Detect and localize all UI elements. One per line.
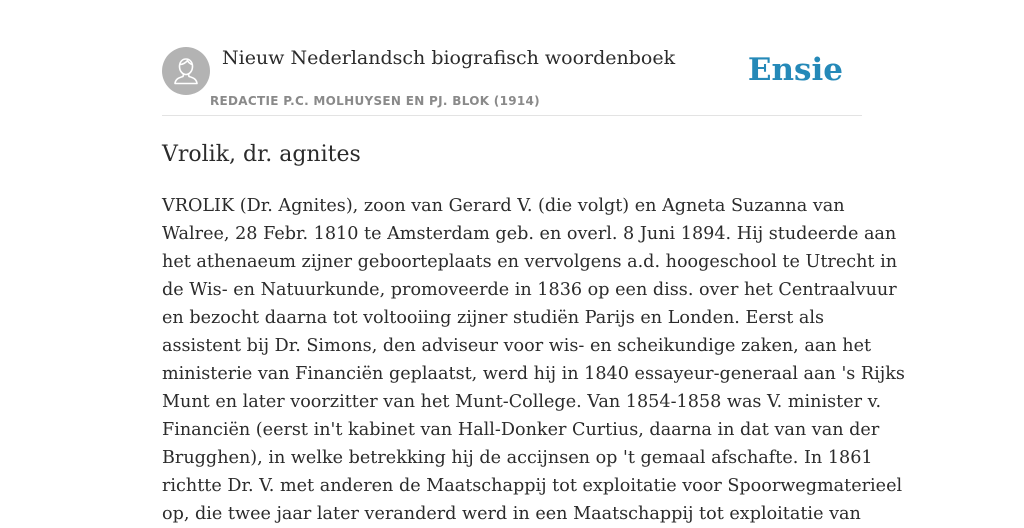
entry-body — [162, 192, 905, 528]
body-line: op, die twee jaar later veranderd werd in een Maatschappij tot exploitatie van — [162, 504, 861, 524]
body-line: Munt en later voorzitter van het Munt-College. Van 1854-1858 was V. minister v. — [162, 392, 882, 412]
body-line: richtte Dr. V. met anderen de Maatschappij tot exploitatie voor Spoorwegmaterieel — [162, 476, 903, 496]
body-line: ministerie van Financiën geplaatst, werd hij in 1840 essayeur-generaal aan 's Rijks — [162, 364, 905, 384]
body-line: en bezocht daarna tot voltooiing zijner studiën Parijs en Londen. Eerst als — [162, 308, 824, 328]
body-line: VROLIK (Dr. Agnites), zoon van Gerard V. (die volgt) en Agneta Suzanna van — [162, 196, 845, 216]
user-silhouette-icon — [162, 47, 210, 95]
source-title[interactable]: Nieuw Nederlandsch biografisch woordenboek — [222, 47, 676, 69]
body-line: assistent bij Dr. Simons, den adviseur voor wis- en scheikundige zaken, aan het — [162, 336, 872, 356]
source-header — [162, 0, 862, 116]
body-line: Walree, 28 Febr. 1810 te Amsterdam geb. en overl. 8 Juni 1894. Hij studeerde aan — [162, 224, 897, 244]
body-line: de Wis- en Natuurkunde, promoveerde in 1836 op een diss. over het Centraalvuur — [162, 280, 897, 300]
entry-title: Vrolik, dr. agnites — [162, 142, 361, 167]
source-editors: REDACTIE P.C. MOLHUYSEN EN PJ. BLOK (1914) — [210, 94, 540, 108]
body-line: het athenaeum zijner geboorteplaats en vervolgens a.d. hoogeschool te Utrecht in — [162, 252, 898, 272]
body-line: Financiën (eerst in't kabinet van Hall-Donker Curtius, daarna in dat van van der — [162, 420, 880, 440]
ensie-logo[interactable]: Ensie — [747, 52, 843, 88]
body-line: Brugghen), in welke betrekking hij de accijnsen op 't gemaal afschafte. In 1861 — [162, 448, 873, 468]
